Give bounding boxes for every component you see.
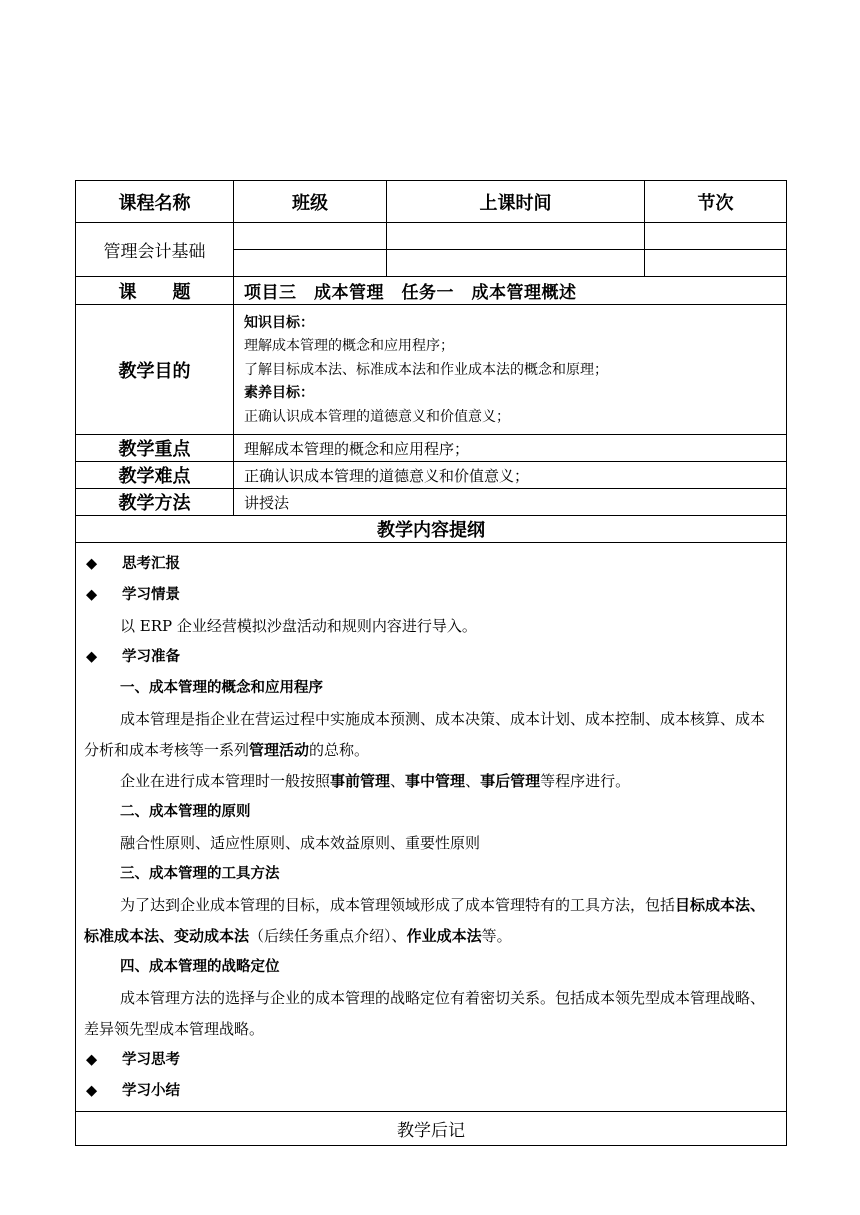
objectives-label: 教学目的 xyxy=(76,305,234,435)
footer-row xyxy=(76,1112,787,1146)
difficulty-label: 教学难点 xyxy=(76,462,234,489)
class-cell-2 xyxy=(234,250,387,277)
objectives-content xyxy=(234,305,787,435)
period-cell-1 xyxy=(645,223,787,250)
header-row xyxy=(76,181,787,223)
diamond-bullet-icon: ◆ xyxy=(86,649,98,665)
section-heading: 四、成本管理的战略定位 xyxy=(120,959,280,975)
bullet-item xyxy=(84,580,778,611)
outline-content-row xyxy=(76,543,787,1112)
knowledge-objective-title: 知识目标： xyxy=(244,314,314,331)
class-time-header: 上课时间 xyxy=(387,181,645,223)
period-header: 节次 xyxy=(645,181,787,223)
bold-term: 、 xyxy=(159,927,175,945)
text-run: 等程序进行。 xyxy=(540,772,631,790)
course-name-header: 课程名称 xyxy=(76,181,234,223)
course-name-value: 管理会计基础 xyxy=(76,223,234,277)
bold-term: 变动成本法 xyxy=(174,927,250,945)
section-heading: 二、成本管理的原则 xyxy=(120,804,251,820)
bold-term: 作业成本法 xyxy=(406,927,482,945)
section-heading: 一、成本管理的概念和应用程序 xyxy=(120,680,323,696)
diamond-bullet-icon: ◆ xyxy=(86,1052,98,1068)
quality-objective-1: 正确认识成本管理的道德意义和价值意义； xyxy=(244,408,510,425)
diamond-bullet-icon: ◆ xyxy=(86,1083,98,1099)
scenario-text: 以 ERP 企业经营模拟沙盘活动和规则内容进行导入。 xyxy=(120,617,477,635)
difficulty-row xyxy=(76,462,787,489)
course-row-1 xyxy=(76,223,787,250)
period-cell-2 xyxy=(645,250,787,277)
text-run: 成本管理是指企业在营运过程中实施成本预测、成本决策、成本计划、成本控制、成本核算、成本分析和成本考核等一系列 xyxy=(84,710,766,759)
section-paragraph xyxy=(84,704,778,766)
diamond-bullet-icon: ◆ xyxy=(86,587,98,603)
bold-term: 标准成本法 xyxy=(84,927,160,945)
section-paragraph xyxy=(84,890,778,952)
lesson-plan-table xyxy=(75,180,787,1146)
section-paragraph xyxy=(84,766,778,797)
text-run: 企业在进行成本管理时一般按照 xyxy=(120,772,331,790)
method-label: 教学方法 xyxy=(76,489,234,516)
outline-title: 教学内容提纲 xyxy=(76,516,787,543)
class-time-cell-2 xyxy=(387,250,645,277)
knowledge-objective-1: 理解成本管理的概念和应用程序； xyxy=(244,338,454,355)
objectives-row xyxy=(76,305,787,435)
bold-term: 事中管理 xyxy=(405,772,466,790)
bold-term: 事前管理 xyxy=(330,772,391,790)
bullet-label: 思考汇报 xyxy=(122,556,180,572)
bullet-label: 学习小结 xyxy=(122,1083,180,1099)
bullet-item xyxy=(84,1076,778,1107)
bold-term: 目标成本法 xyxy=(675,896,751,914)
method-row xyxy=(76,489,787,516)
bullet-item xyxy=(84,1045,778,1076)
class-cell-1 xyxy=(234,223,387,250)
diamond-bullet-icon: ◆ xyxy=(86,556,98,572)
text-run: （后续任务重点介绍）、 xyxy=(249,927,407,945)
bold-term: 、 xyxy=(750,896,766,914)
bold-term: 管理活动 xyxy=(249,741,310,759)
class-time-cell-1 xyxy=(387,223,645,250)
section-heading: 三、成本管理的工具方法 xyxy=(120,866,280,882)
topic-label: 课 题 xyxy=(76,277,234,305)
topic-row xyxy=(76,277,787,305)
text-run: 等。 xyxy=(481,927,512,945)
quality-objective-title: 素养目标： xyxy=(244,385,314,402)
text-run: 为了达到企业成本管理的目标，成本管理领域形成了成本管理特有的工具方法，包括 xyxy=(120,896,676,914)
key-point-value: 理解成本管理的概念和应用程序； xyxy=(234,435,787,462)
outline-content xyxy=(76,543,787,1112)
bullet-item xyxy=(84,549,778,580)
key-point-label: 教学重点 xyxy=(76,435,234,462)
teaching-postscript: 教学后记 xyxy=(76,1112,787,1146)
difficulty-value: 正确认识成本管理的道德意义和价值意义； xyxy=(234,462,787,489)
text-run: 、 xyxy=(465,772,481,790)
topic-value: 项目三 成本管理 任务一 成本管理概述 xyxy=(234,277,787,305)
text-run: 的总称。 xyxy=(309,741,370,759)
bullet-label: 学习情景 xyxy=(122,587,180,603)
knowledge-objective-2: 了解目标成本法、标准成本法和作业成本法的概念和原理； xyxy=(244,361,608,378)
text-run: 、 xyxy=(390,772,406,790)
class-header: 班级 xyxy=(234,181,387,223)
section-paragraph: 融合性原则、适应性原则、成本效益原则、重要性原则 xyxy=(120,834,481,852)
bold-term: 事后管理 xyxy=(480,772,541,790)
section-paragraph: 成本管理方法的选择与企业的成本管理的战略定位有着密切关系。包括成本领先型成本管理战略、差异领先型成本管理战略。 xyxy=(84,989,766,1038)
bullet-item xyxy=(84,642,778,673)
bullet-label: 学习准备 xyxy=(122,649,180,665)
method-value: 讲授法 xyxy=(234,489,787,516)
key-point-row xyxy=(76,435,787,462)
outline-title-row xyxy=(76,516,787,543)
bullet-label: 学习思考 xyxy=(122,1052,180,1068)
